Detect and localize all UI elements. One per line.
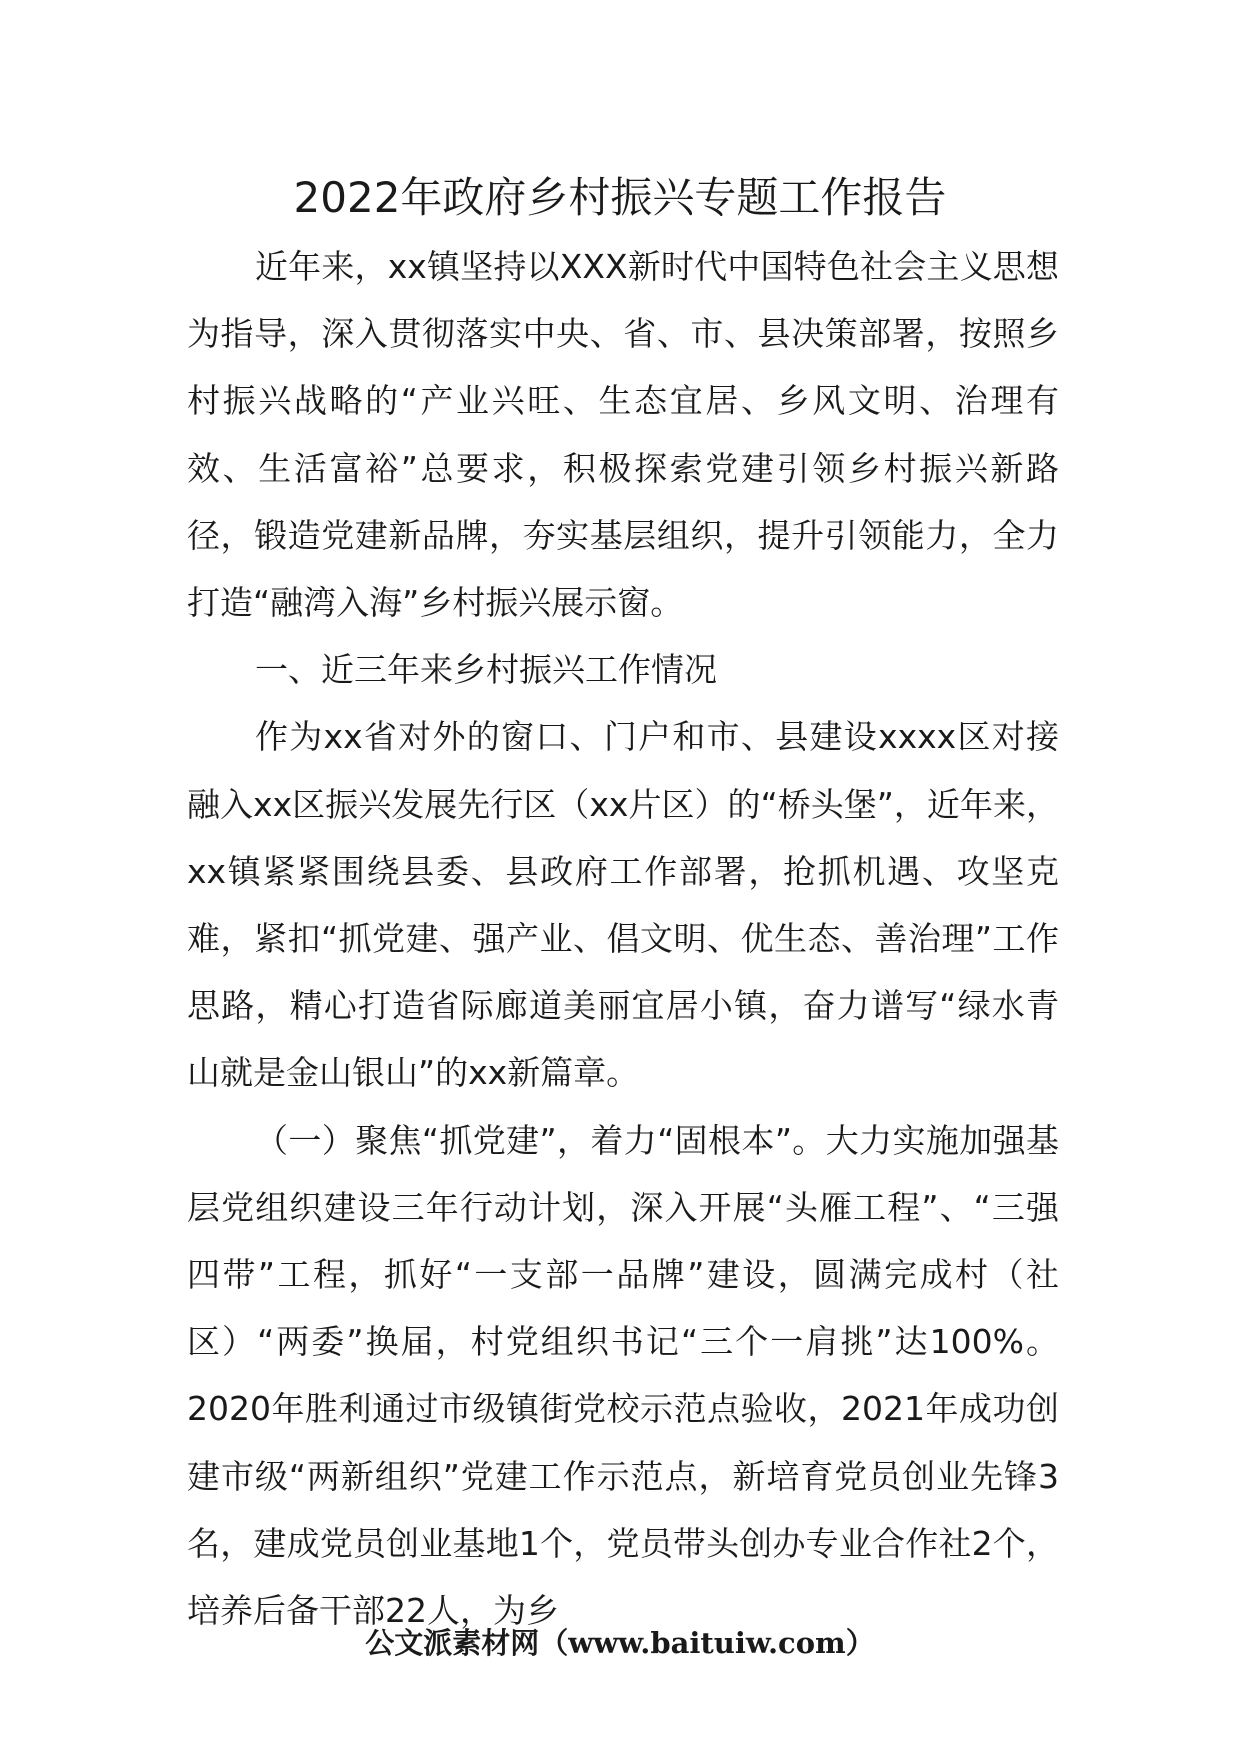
document-title: 2022年政府乡村振兴专题工作报告 bbox=[293, 173, 947, 222]
document-body bbox=[187, 233, 1059, 1644]
paragraph-intro: 近年来，xx镇坚持以XXX新时代中国特色社会主义思想为指导，深入贯彻落实中央、省、市、县决策部署，按照乡村振兴战略的“产业兴旺、生态宜居、乡风文明、治理有效、生活富裕”总要求，积极探索党建引领乡村振兴新路径，锻造党建新品牌，夯实基层组织，提升引领能力，全力打造“融湾入海”乡村振兴展示窗。 bbox=[187, 247, 1059, 623]
paragraph-section-1: 作为xx省对外的窗口、门户和市、县建设xxxx区对接融入xx区振兴发展先行区（xx片区）的“桥头堡”，近年来，xx镇紧紧围绕县委、县政府工作部署，抢抓机遇、攻坚克难，紧扣“抓党建、强产业、倡文明、优生态、善治理”工作思路，精心打造省际廊道美丽宜居小镇，奋力谱写“绿水青山就是金山银山”的xx新篇章。 bbox=[187, 717, 1059, 1093]
paragraph-subsection-1: （一）聚焦“抓党建”，着力“固根本”。大力实施加强基层党组织建设三年行动计划，深入开展“头雁工程”、“三强四带”工程，抓好“一支部一品牌”建设，圆满完成村（社区）“两委”换届，村党组织书记“三个一肩挑”达100%。2020年胜利通过市级镇街党校示范点验收，2021年成功创建市级“两新组织”党建工作示范点，新培育党员创业先锋3名，建成党员创业基地1个，党员带头创办专业合作社2个，培养后备干部22人，为乡 bbox=[187, 1120, 1059, 1631]
section-heading-1: 一、近三年来乡村振兴工作情况 bbox=[255, 650, 717, 690]
footer-watermark: 公文派素材网（www.baituiw.com） bbox=[365, 1626, 875, 1660]
